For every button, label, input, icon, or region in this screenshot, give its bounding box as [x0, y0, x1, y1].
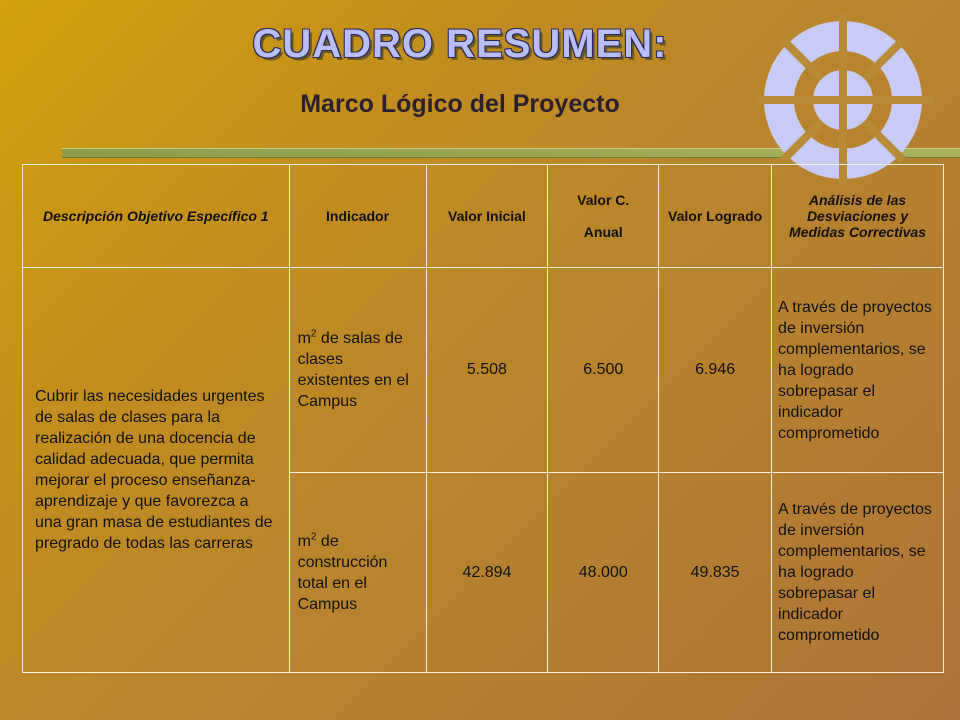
- header-valor-c-line1: Valor C.: [577, 192, 630, 208]
- header-indicador: Indicador: [289, 165, 426, 268]
- valor-c-anual-cell: 48.000: [548, 473, 659, 673]
- valor-inicial-cell: 5.508: [426, 268, 548, 473]
- indicator-cell: [289, 473, 426, 673]
- objective-description: Cubrir las necesidades urgentes de salas de clases para la realización de una docencia de calidad adecuada, que permita mejorar el proceso enseñanza-aprendizaje y que favorezca a una gran masa de estudiantes de pregrado de todas las carreras: [23, 268, 290, 673]
- header-valor-logrado: Valor Logrado: [659, 165, 772, 268]
- table-header-row: [23, 165, 944, 268]
- valor-logrado-cell: 6.946: [659, 268, 772, 473]
- analisis-cell: A través de proyectos de inversión complementarios, se ha logrado sobrepasar el indicador comprometido: [772, 268, 944, 473]
- valor-c-anual-cell: 6.500: [548, 268, 659, 473]
- header-valor-c-line2: Anual: [583, 224, 623, 240]
- header-analisis: Análisis de las Desviaciones y Medidas Correctivas: [772, 165, 944, 268]
- indicator-unit: m: [297, 532, 311, 550]
- indicator-unit-exponent: 2: [310, 328, 317, 340]
- indicator-text: de construcción total en el Campus: [297, 532, 388, 613]
- indicator-text: de salas de clases existentes en el Campus: [297, 330, 409, 410]
- header-valor-c-anual: [548, 165, 659, 268]
- slide-title: CUADRO RESUMEN:: [252, 22, 668, 66]
- indicator-unit-exponent: 2: [310, 531, 317, 543]
- analisis-cell: A través de proyectos de inversión complementarios, se ha logrado sobrepasar el indicador comprometido: [772, 473, 944, 673]
- university-emblem-icon: [755, 14, 935, 184]
- table-row: [23, 268, 944, 473]
- indicator-cell: [289, 268, 426, 473]
- summary-table: [22, 164, 944, 673]
- slide-subtitle: Marco Lógico del Proyecto: [300, 90, 620, 118]
- valor-inicial-cell: 42.894: [426, 473, 548, 673]
- indicator-unit: m: [297, 330, 311, 347]
- header-valor-inicial: Valor Inicial: [426, 165, 548, 268]
- header-descripcion: Descripción Objetivo Específico 1: [23, 165, 290, 268]
- valor-logrado-cell: 49.835: [659, 473, 772, 673]
